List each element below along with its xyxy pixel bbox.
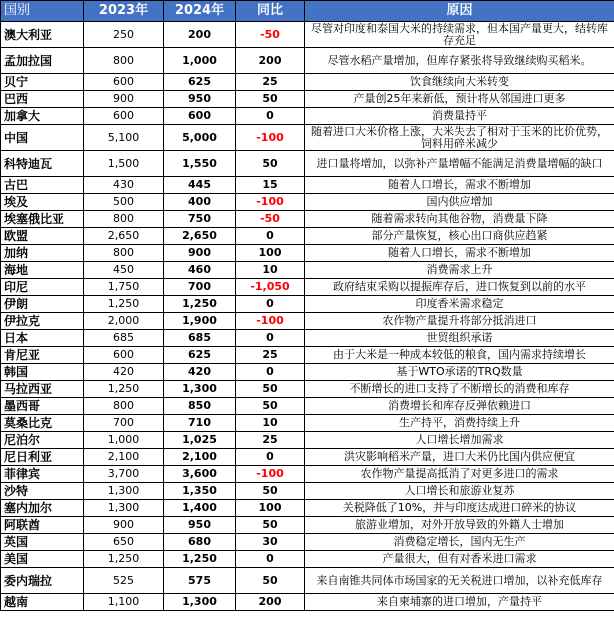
value-2023-cell: 600 <box>84 347 164 364</box>
country-cell: 美国 <box>1 551 84 568</box>
table-row <box>1 228 614 245</box>
table-row <box>1 125 614 151</box>
table-row <box>1 500 614 517</box>
yoy-cell: 50 <box>236 517 305 534</box>
yoy-cell: -1,050 <box>236 279 305 296</box>
reason-cell: 基于WTO承诺的TRQ数量 <box>305 364 614 381</box>
value-2023-cell: 900 <box>84 91 164 108</box>
reason-cell: 随着人口增长，需求不断增加 <box>305 245 614 262</box>
value-2023-cell: 1,250 <box>84 381 164 398</box>
value-2023-cell: 420 <box>84 364 164 381</box>
value-2024-cell: 575 <box>164 568 236 594</box>
value-2024-cell: 445 <box>164 177 236 194</box>
value-2023-cell: 1,250 <box>84 296 164 313</box>
reason-cell: 来自柬埔寨的进口增加，产量持平 <box>305 594 614 611</box>
reason-cell: 消费增长和库存反弹依赖进口 <box>305 398 614 415</box>
value-2023-cell: 800 <box>84 211 164 228</box>
value-2024-cell: 1,350 <box>164 483 236 500</box>
yoy-cell: 200 <box>236 594 305 611</box>
country-cell: 沙特 <box>1 483 84 500</box>
value-2023-cell: 1,000 <box>84 432 164 449</box>
value-2023-cell: 2,100 <box>84 449 164 466</box>
value-2024-cell: 420 <box>164 364 236 381</box>
country-cell: 委内瑞拉 <box>1 568 84 594</box>
yoy-cell: 50 <box>236 151 305 177</box>
table-row <box>1 194 614 211</box>
table-row <box>1 313 614 330</box>
country-cell: 伊拉克 <box>1 313 84 330</box>
yoy-cell: -50 <box>236 211 305 228</box>
table-row <box>1 262 614 279</box>
value-2024-cell: 685 <box>164 330 236 347</box>
yoy-cell: -100 <box>236 313 305 330</box>
table-row <box>1 330 614 347</box>
value-2023-cell: 525 <box>84 568 164 594</box>
reason-cell: 农作物产量提升将部分抵消进口 <box>305 313 614 330</box>
country-cell: 尼日利亚 <box>1 449 84 466</box>
table-row <box>1 364 614 381</box>
yoy-cell: 0 <box>236 296 305 313</box>
header-yoy: 同比 <box>236 1 305 22</box>
value-2024-cell: 750 <box>164 211 236 228</box>
country-cell: 科特迪瓦 <box>1 151 84 177</box>
value-2024-cell: 700 <box>164 279 236 296</box>
value-2024-cell: 1,300 <box>164 594 236 611</box>
country-cell: 阿联酋 <box>1 517 84 534</box>
country-cell: 古巴 <box>1 177 84 194</box>
country-cell: 孟加拉国 <box>1 48 84 74</box>
reason-cell: 农作物产量提高抵消了对更多进口的需求 <box>305 466 614 483</box>
value-2024-cell: 1,550 <box>164 151 236 177</box>
reason-cell: 消费稳定增长，国内无生产 <box>305 534 614 551</box>
country-cell: 埃塞俄比亚 <box>1 211 84 228</box>
value-2023-cell: 2,000 <box>84 313 164 330</box>
country-cell: 澳大利亚 <box>1 22 84 48</box>
reason-cell: 洪灾影响稻米产量，进口大米仍比国内供应便宜 <box>305 449 614 466</box>
reason-cell: 产量很大，但有对香米进口需求 <box>305 551 614 568</box>
table-row <box>1 151 614 177</box>
value-2023-cell: 800 <box>84 398 164 415</box>
value-2023-cell: 1,250 <box>84 551 164 568</box>
value-2023-cell: 500 <box>84 194 164 211</box>
table-row <box>1 517 614 534</box>
table-row <box>1 91 614 108</box>
header-country: 国别 <box>1 1 84 22</box>
table-row <box>1 534 614 551</box>
country-cell: 塞内加尔 <box>1 500 84 517</box>
value-2024-cell: 1,900 <box>164 313 236 330</box>
header-row <box>1 1 614 22</box>
value-2023-cell: 800 <box>84 48 164 74</box>
country-cell: 贝宁 <box>1 74 84 91</box>
value-2024-cell: 1,400 <box>164 500 236 517</box>
country-cell: 埃及 <box>1 194 84 211</box>
table-row <box>1 279 614 296</box>
yoy-cell: 50 <box>236 398 305 415</box>
reason-cell: 人口增长和旅游业复苏 <box>305 483 614 500</box>
value-2024-cell: 5,000 <box>164 125 236 151</box>
country-cell: 日本 <box>1 330 84 347</box>
yoy-cell: -50 <box>236 22 305 48</box>
value-2023-cell: 250 <box>84 22 164 48</box>
value-2023-cell: 450 <box>84 262 164 279</box>
country-cell: 菲律宾 <box>1 466 84 483</box>
table-row <box>1 551 614 568</box>
table-row <box>1 381 614 398</box>
table-row <box>1 415 614 432</box>
value-2024-cell: 200 <box>164 22 236 48</box>
country-cell: 欧盟 <box>1 228 84 245</box>
reason-cell: 部分产量恢复，核心出口商供应趋紧 <box>305 228 614 245</box>
country-cell: 中国 <box>1 125 84 151</box>
country-cell: 墨西哥 <box>1 398 84 415</box>
country-cell: 伊朗 <box>1 296 84 313</box>
table-row <box>1 48 614 74</box>
yoy-cell: 30 <box>236 534 305 551</box>
country-cell: 印尼 <box>1 279 84 296</box>
table-row <box>1 398 614 415</box>
reason-cell: 尽管水稻产量增加，但库存紧张将导致继续购买稻米。 <box>305 48 614 74</box>
yoy-cell: 0 <box>236 364 305 381</box>
yoy-cell: 25 <box>236 347 305 364</box>
value-2024-cell: 710 <box>164 415 236 432</box>
reason-cell: 尽管对印度和泰国大米的持续需求，但本国产量更大，结转库存充足 <box>305 22 614 48</box>
header-reason: 原因 <box>305 1 614 22</box>
value-2024-cell: 1,300 <box>164 381 236 398</box>
table-row <box>1 108 614 125</box>
value-2023-cell: 700 <box>84 415 164 432</box>
value-2023-cell: 2,650 <box>84 228 164 245</box>
yoy-cell: 0 <box>236 449 305 466</box>
value-2024-cell: 3,600 <box>164 466 236 483</box>
value-2024-cell: 625 <box>164 74 236 91</box>
table-row <box>1 22 614 48</box>
country-cell: 韩国 <box>1 364 84 381</box>
value-2024-cell: 1,000 <box>164 48 236 74</box>
reason-cell: 政府结束采购以提振库存后，进口恢复到以前的水平 <box>305 279 614 296</box>
value-2024-cell: 1,250 <box>164 296 236 313</box>
table-row <box>1 347 614 364</box>
reason-cell: 随着人口增长，需求不断增加 <box>305 177 614 194</box>
value-2024-cell: 460 <box>164 262 236 279</box>
value-2023-cell: 1,300 <box>84 483 164 500</box>
country-cell: 马拉西亚 <box>1 381 84 398</box>
yoy-cell: 50 <box>236 568 305 594</box>
table-row <box>1 483 614 500</box>
yoy-cell: 50 <box>236 483 305 500</box>
yoy-cell: 0 <box>236 551 305 568</box>
reason-cell: 印度香米需求稳定 <box>305 296 614 313</box>
country-cell: 海地 <box>1 262 84 279</box>
value-2023-cell: 600 <box>84 108 164 125</box>
country-cell: 加纳 <box>1 245 84 262</box>
table-row <box>1 177 614 194</box>
yoy-cell: 50 <box>236 91 305 108</box>
table-row <box>1 594 614 611</box>
reason-cell: 消费需求上升 <box>305 262 614 279</box>
reason-cell: 随着进口大米价格上涨，大米失去了相对于玉米的比价优势，饲料用碎米减少 <box>305 125 614 151</box>
value-2024-cell: 900 <box>164 245 236 262</box>
country-cell: 巴西 <box>1 91 84 108</box>
value-2024-cell: 2,100 <box>164 449 236 466</box>
header-2023: 2023年 <box>84 1 164 22</box>
reason-cell: 国内供应增加 <box>305 194 614 211</box>
country-cell: 越南 <box>1 594 84 611</box>
table-row <box>1 74 614 91</box>
value-2023-cell: 1,100 <box>84 594 164 611</box>
table-row <box>1 245 614 262</box>
table-row <box>1 568 614 594</box>
value-2023-cell: 650 <box>84 534 164 551</box>
table-row <box>1 432 614 449</box>
reason-cell: 随着需求转向其他谷物，消费量下降 <box>305 211 614 228</box>
value-2023-cell: 1,300 <box>84 500 164 517</box>
value-2024-cell: 850 <box>164 398 236 415</box>
reason-cell: 世贸组织承诺 <box>305 330 614 347</box>
yoy-cell: 25 <box>236 74 305 91</box>
country-cell: 尼泊尔 <box>1 432 84 449</box>
value-2024-cell: 680 <box>164 534 236 551</box>
yoy-cell: -100 <box>236 194 305 211</box>
value-2023-cell: 600 <box>84 74 164 91</box>
yoy-cell: 0 <box>236 108 305 125</box>
yoy-cell: -100 <box>236 125 305 151</box>
reason-cell: 旅游业增加，对外开放导致的外籍人士增加 <box>305 517 614 534</box>
value-2023-cell: 1,750 <box>84 279 164 296</box>
reason-cell: 饮食继续向大米转变 <box>305 74 614 91</box>
country-cell: 加拿大 <box>1 108 84 125</box>
yoy-cell: -100 <box>236 466 305 483</box>
header-2024: 2024年 <box>164 1 236 22</box>
table-row <box>1 449 614 466</box>
yoy-cell: 50 <box>236 381 305 398</box>
table-body <box>1 22 614 611</box>
value-2023-cell: 430 <box>84 177 164 194</box>
reason-cell: 不断增长的进口支持了不断增长的消费和库存 <box>305 381 614 398</box>
value-2024-cell: 950 <box>164 91 236 108</box>
yoy-cell: 100 <box>236 245 305 262</box>
value-2024-cell: 400 <box>164 194 236 211</box>
value-2023-cell: 5,100 <box>84 125 164 151</box>
value-2024-cell: 600 <box>164 108 236 125</box>
value-2023-cell: 900 <box>84 517 164 534</box>
value-2023-cell: 800 <box>84 245 164 262</box>
value-2024-cell: 950 <box>164 517 236 534</box>
reason-cell: 由于大米是一种成本较低的粮食，国内需求持续增长 <box>305 347 614 364</box>
country-cell: 莫桑比克 <box>1 415 84 432</box>
yoy-cell: 0 <box>236 228 305 245</box>
value-2024-cell: 1,025 <box>164 432 236 449</box>
value-2024-cell: 2,650 <box>164 228 236 245</box>
yoy-cell: 25 <box>236 432 305 449</box>
table-row <box>1 466 614 483</box>
table-row <box>1 211 614 228</box>
reason-cell: 生产持平，消费持续上升 <box>305 415 614 432</box>
value-2024-cell: 625 <box>164 347 236 364</box>
yoy-cell: 200 <box>236 48 305 74</box>
value-2023-cell: 3,700 <box>84 466 164 483</box>
reason-cell: 产量创25年来新低，预计将从邻国进口更多 <box>305 91 614 108</box>
reason-cell: 人口增长增加需求 <box>305 432 614 449</box>
country-cell: 肯尼亚 <box>1 347 84 364</box>
table-row <box>1 296 614 313</box>
yoy-cell: 10 <box>236 415 305 432</box>
yoy-cell: 10 <box>236 262 305 279</box>
yoy-cell: 15 <box>236 177 305 194</box>
yoy-cell: 0 <box>236 330 305 347</box>
yoy-cell: 100 <box>236 500 305 517</box>
value-2023-cell: 685 <box>84 330 164 347</box>
value-2024-cell: 1,250 <box>164 551 236 568</box>
reason-cell: 关税降低了10%，并与印度达成进口碎米的协议 <box>305 500 614 517</box>
country-cell: 英国 <box>1 534 84 551</box>
reason-cell: 进口量将增加，以弥补产量增幅不能满足消费量增幅的缺口 <box>305 151 614 177</box>
value-2023-cell: 1,500 <box>84 151 164 177</box>
reason-cell: 消费量持平 <box>305 108 614 125</box>
reason-cell: 来自南锥共同体市场国家的无关税进口增加，以补充低库存 <box>305 568 614 594</box>
